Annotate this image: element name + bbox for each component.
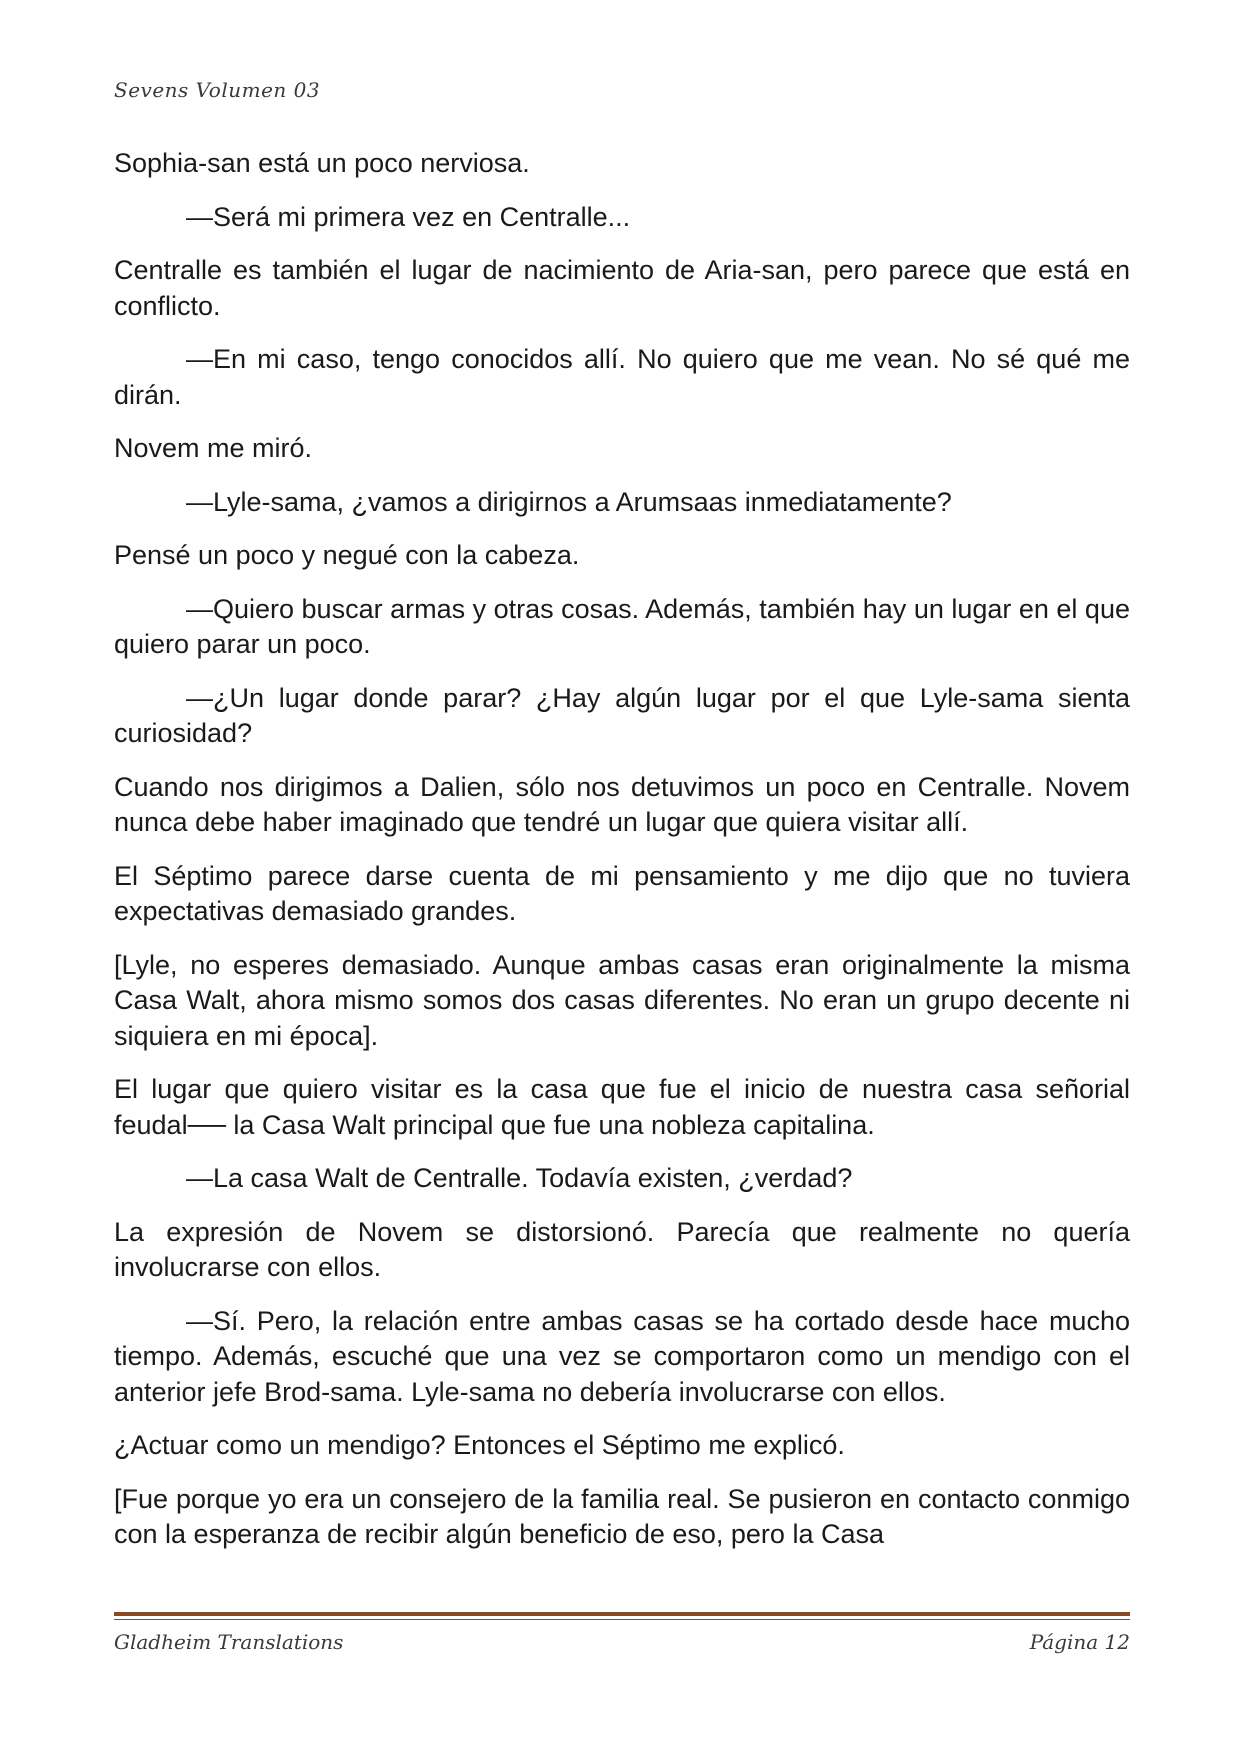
body-text	[114, 146, 1130, 1571]
page-number: Página 12	[1029, 1630, 1130, 1654]
footer-rule	[114, 1612, 1130, 1620]
paragraph: —Será mi primera vez en Centralle...	[186, 201, 631, 232]
paragraph: Cuando nos dirigimos a Dalien, sólo nos detuvimos un poco en Centralle. Novem nunca debe haber imaginado que tendré un lugar que quiera visitar allí.	[114, 771, 1130, 837]
paragraph: —Sí. Pero, la relación entre ambas casas se ha cortado desde hace mucho tiempo. Además, escuché que una vez se comportaron como un mendigo con el anterior jefe Brod-sama. Lyle-sama no debería involucrarse con ellos.	[114, 1305, 1130, 1407]
paragraph: [Fue porque yo era un consejero de la familia real. Se pusieron en contacto conmigo con la esperanza de recibir algún beneficio de eso, pero la Casa	[114, 1483, 1130, 1549]
paragraph: El Séptimo parece darse cuenta de mi pensamiento y me dijo que no tuviera expectativas demasiado grandes.	[114, 860, 1130, 926]
paragraph: —En mi caso, tengo conocidos allí. No quiero que me vean. No sé qué me dirán.	[114, 344, 1130, 410]
running-header: Sevens Volumen 03	[114, 78, 321, 102]
paragraph: —Quiero buscar armas y otras cosas. Además, también hay un lugar en el que quiero parar un poco.	[114, 593, 1130, 659]
footer-publisher: Gladheim Translations	[114, 1630, 344, 1654]
paragraph: —¿Un lugar donde parar? ¿Hay algún lugar por el que Lyle-sama sienta curiosidad?	[114, 682, 1130, 748]
paragraph: Sophia-san está un poco nerviosa.	[114, 148, 530, 178]
paragraph: ¿Actuar como un mendigo? Entonces el Séptimo me explicó.	[114, 1430, 845, 1460]
paragraph: Pensé un poco y negué con la cabeza.	[114, 540, 580, 570]
paragraph: El lugar que quiero visitar es la casa que fue el inicio de nuestra casa señorial feudal── la Casa Walt principal que fue una nobleza capitalina.	[114, 1074, 1130, 1140]
paragraph: Novem me miró.	[114, 433, 313, 463]
paragraph: —La casa Walt de Centralle. Todavía existen, ¿verdad?	[186, 1163, 853, 1193]
paragraph: Centralle es también el lugar de nacimiento de Aria-san, pero parece que está en conflicto.	[114, 255, 1130, 321]
paragraph: —Lyle-sama, ¿vamos a dirigirnos a Arumsaas inmediatamente?	[186, 486, 952, 517]
paragraph: [Lyle, no esperes demasiado. Aunque ambas casas eran originalmente la misma Casa Walt, ahora mismo somos dos casas diferentes. No eran un grupo decente ni siquiera en mi época].	[114, 949, 1130, 1051]
paragraph: La expresión de Novem se distorsionó. Parecía que realmente no quería involucrarse con ellos.	[114, 1216, 1130, 1282]
